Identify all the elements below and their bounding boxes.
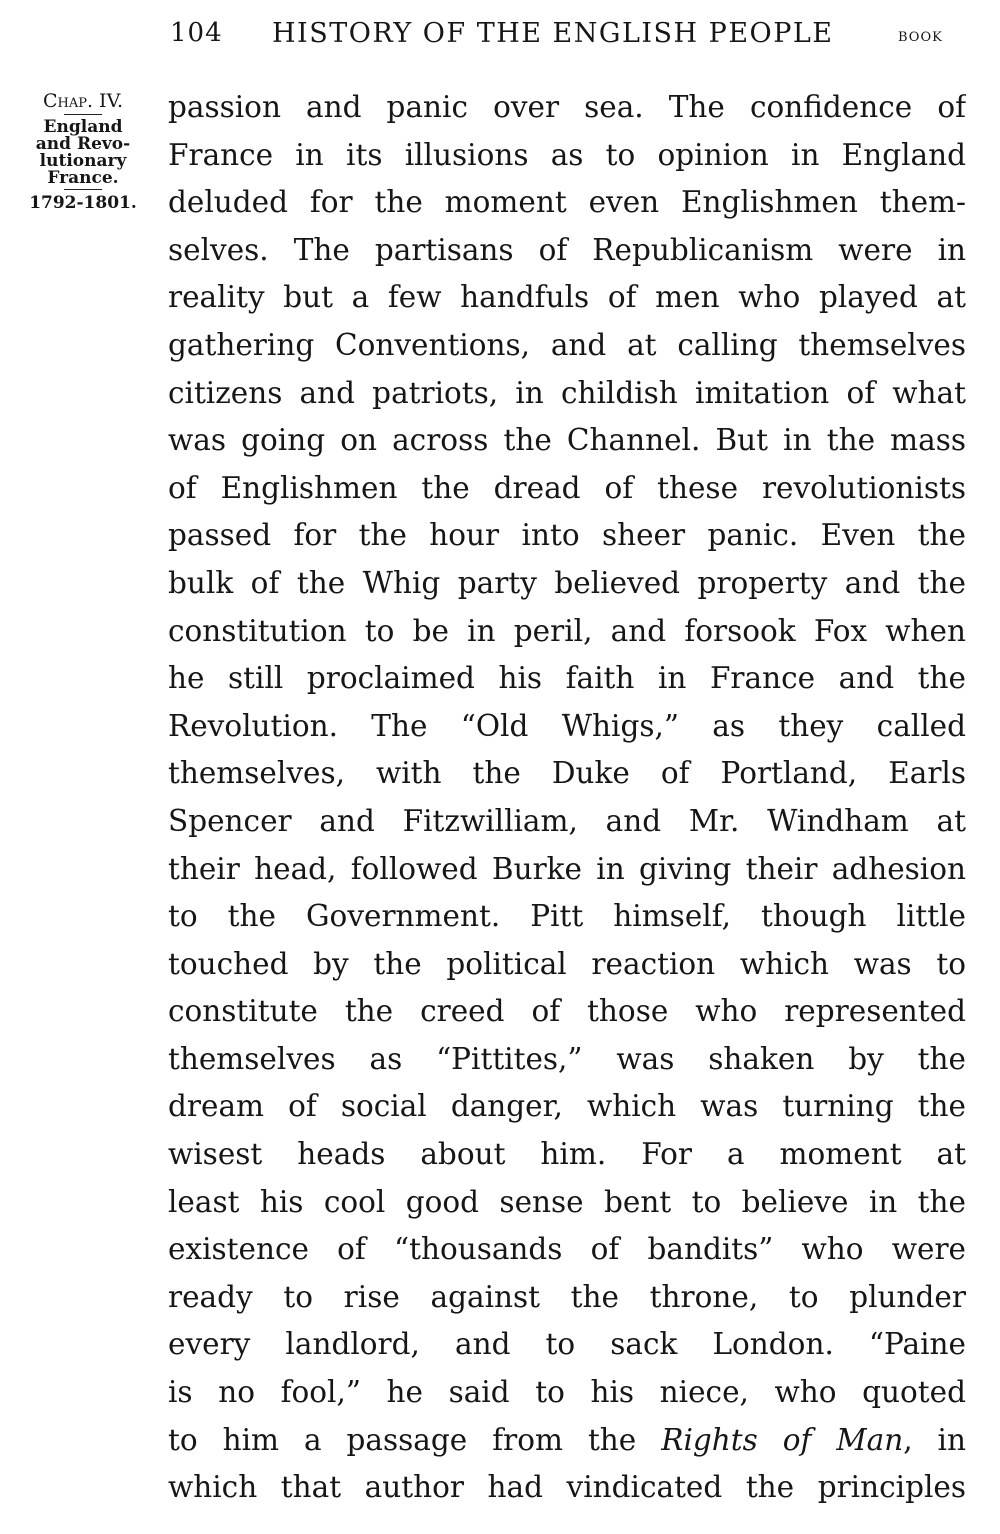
text-line: wisest heads about him. For a moment at xyxy=(168,1137,966,1172)
text-line: gathering Conventions, and at calling themselves xyxy=(168,327,966,362)
book-label: book xyxy=(898,24,943,46)
topic-line: France. xyxy=(47,168,119,188)
text-line: France in its illusions as to opinion in England xyxy=(168,137,966,172)
page-number: 104 xyxy=(170,18,223,48)
text-line: constitution to be in peril, and forsook Fox when xyxy=(168,613,966,648)
text-line: Spencer and Fitzwilliam, and Mr. Windham at xyxy=(168,803,966,838)
text-line: their head, followed Burke in giving their adhesion xyxy=(168,851,966,886)
date-range: 1792-1801. xyxy=(29,193,137,213)
body-text xyxy=(168,84,966,1512)
text-line: of Englishmen the dread of these revolutionists xyxy=(168,470,966,505)
text-line: Revolution. The “Old Whigs,” as they called xyxy=(168,708,966,743)
text-fragment: , in xyxy=(903,1422,966,1457)
text-line: bulk of the Whig party believed property and the xyxy=(168,565,966,600)
topic-line: lutionary xyxy=(39,151,127,171)
text-line: constitute the creed of those who represented xyxy=(168,994,966,1029)
text-fragment: to him a passage from the xyxy=(168,1422,662,1457)
text-line: to the Government. Pitt himself, though little xyxy=(168,899,966,934)
text-line: he still proclaimed his faith in France and the xyxy=(168,661,966,696)
text-line: selves. The partisans of Republicanism were in xyxy=(168,232,966,267)
margin-divider xyxy=(64,189,102,190)
text-line: reality but a few handfuls of men who played at xyxy=(168,280,966,315)
text-line: themselves as “Pittites,” was shaken by the xyxy=(168,1041,966,1076)
text-line: passion and panic over sea. The confidence of xyxy=(168,90,966,124)
margin-divider xyxy=(64,114,102,115)
running-head xyxy=(0,18,1000,58)
text-line: existence of “thousands of bandits” who were xyxy=(168,1232,966,1267)
text-line: passed for the hour into sheer panic. Even the xyxy=(168,518,966,553)
text-line: ready to rise against the throne, to plunder xyxy=(168,1279,966,1314)
text-line: citizens and patriots, in childish imitation of what xyxy=(168,375,966,410)
topic-line: England xyxy=(43,117,123,137)
margin-note xyxy=(22,92,144,212)
text-line: every landlord, and to sack London. “Paine xyxy=(168,1327,966,1362)
topic-line: and Revo- xyxy=(35,134,131,154)
text-line: touched by the political reaction which was to xyxy=(168,946,966,981)
text-line: was going on across the Channel. But in the mass xyxy=(168,423,966,458)
text-line: deluded for the moment even Englishmen them- xyxy=(168,185,966,220)
text-line: dream of social danger, which was turning the xyxy=(168,1089,966,1124)
text-line: which that author had vindicated the principles xyxy=(168,1470,966,1505)
running-title: HISTORY OF THE ENGLISH PEOPLE xyxy=(272,18,834,49)
chapter-label: Chap. IV. xyxy=(42,90,124,112)
book-title-italic: Rights of Man xyxy=(661,1422,904,1457)
text-line: is no fool,” he said to his niece, who quoted xyxy=(168,1375,966,1410)
text-line: themselves, with the Duke of Portland, Earls xyxy=(168,756,966,791)
text-line: least his cool good sense bent to believe in the xyxy=(168,1184,966,1219)
text-line xyxy=(168,1417,966,1465)
